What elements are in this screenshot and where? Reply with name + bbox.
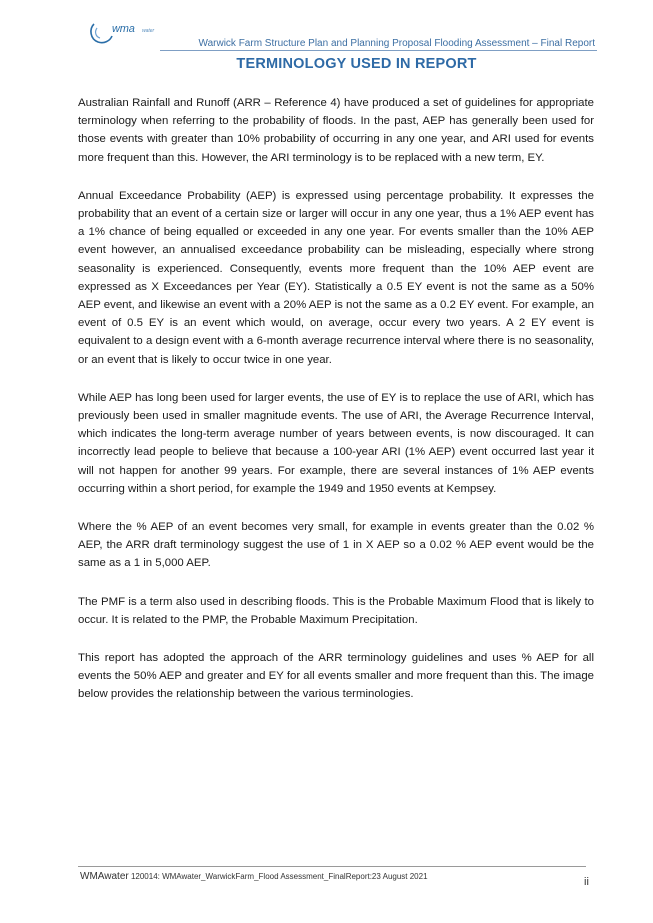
company-logo [88, 20, 158, 46]
footer-report-reference: 120014: WMAwater_WarwickFarm_Flood Assessment_FinalReport:23 August 2021 [128, 872, 428, 881]
paragraph-adopted-approach: This report has adopted the approach of the ARR terminology guidelines and uses % AEP for all events the 50% AEP and greater and EY for all events smaller and more frequent than this. The image below provides the relationship between the various terminologies. [78, 652, 594, 701]
header-divider [160, 50, 597, 51]
page-number: ii [584, 876, 589, 888]
footer-reference [80, 871, 428, 882]
paragraph-pmf: The PMF is a term also used in describing floods. This is the Probable Maximum Flood that is likely to occur. It is related to the PMP, the Probable Maximum Precipitation. [78, 595, 594, 626]
paragraph-aep-definition: Annual Exceedance Probability (AEP) is expressed using percentage probability. It expresses the probability that an event of a certain size or larger will occur in any one year, thus a 1% AEP event has a 1% chance of being equalled or exceeded in any one year. For events smaller than the 10% AEP event however, an annualised exceedance probability can be misleading, especially where strong seasonality is experienced. Consequently, events more frequent than the 10% AEP event are expressed as X Exceedances per Year (EY). Statistically a 0.5 EY event is not the same as a 50% AEP event, and likewise an event with a 20% AEP is not the same as a 0.2 EY event. For example, an event of 0.5 EY is an event which would, on average, occur every two years. A 2 EY event is equivalent to a design event with a 6-month average recurrence interval where there is no seasonality, or an event that is likely to occur twice in one year. [78, 189, 594, 366]
paragraph-ey-replaces-ari: While AEP has long been used for larger events, the use of EY is to replace the use of ARI, which has previously been used in smaller magnitude events. The use of ARI, the Average Recurrence Interval, which indicates the long-term average number of years between events, is now discouraged. It can incorrectly lead people to believe that because a 100-year ARI (1% AEP) event occurred last year it will not happen for another 99 years. For example, there are several instances of 1% AEP events occurring within a short period, for example the 1949 and 1950 events at Kempsey. [78, 391, 594, 495]
page-title: TERMINOLOGY USED IN REPORT [236, 56, 477, 72]
body-text [78, 94, 594, 724]
paragraph-small-aep: Where the % AEP of an event becomes very small, for example in events greater than the 0.02 % AEP, the ARR draft terminology suggest the use of 1 in X AEP so a 0.02 % AEP event would be the same as a 1 in 5,000 AEP. [78, 521, 594, 570]
footer-divider [78, 866, 586, 867]
header-document-title: Warwick Farm Structure Plan and Planning Proposal Flooding Assessment – Final Report [198, 38, 595, 49]
paragraph-arr-guidelines: Australian Rainfall and Runoff (ARR – Reference 4) have produced a set of guidelines for appropriate terminology when referring to the probability of floods. In the past, AEP has generally been used for those events with greater than 10% probability of occurring in any one year, and ARI used for events more frequent than this. However, the ARI terminology is to be replaced with a new term, EY. [78, 97, 594, 164]
footer-brand: WMAwater [80, 871, 129, 882]
logo-subtext: water [142, 28, 155, 34]
logo-wordmark: wma [112, 23, 135, 35]
